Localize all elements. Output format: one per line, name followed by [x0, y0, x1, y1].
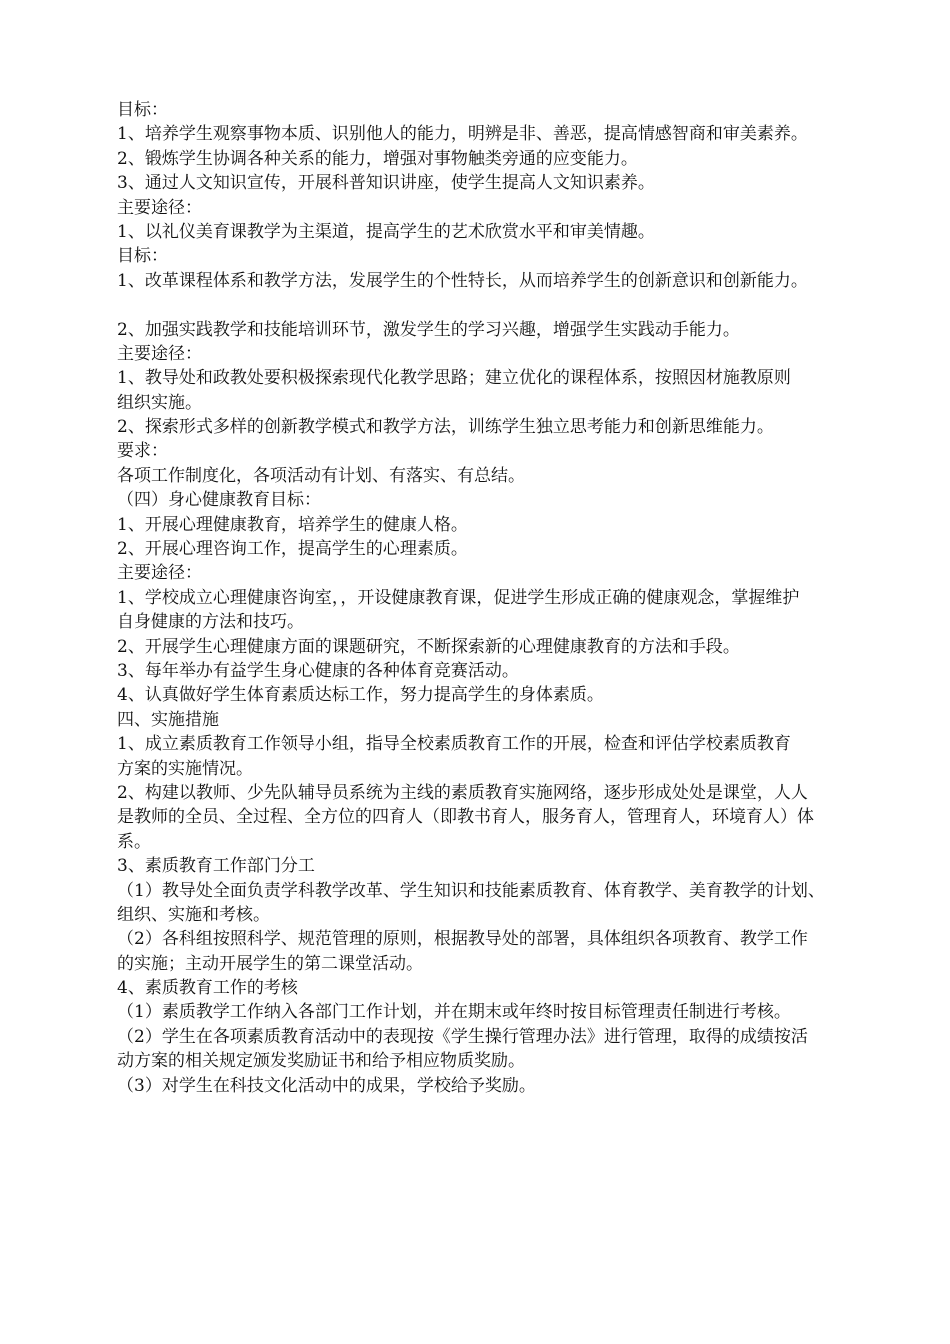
section-heading: 四、实施措施: [117, 709, 219, 730]
document-body: [117, 98, 877, 1098]
text-line: 组织实施。: [117, 392, 202, 413]
heading-main-approach: 主要途径：: [117, 343, 202, 364]
text-line: 1、开展心理健康教育，培养学生的健康人格。: [117, 514, 468, 535]
text-line: 1、成立素质教育工作领导小组，指导全校素质教育工作的开展，检查和评估学校素质教育: [117, 734, 791, 755]
heading-requirements: 要求：: [117, 441, 168, 462]
text-line: 动方案的相关规定颁发奖励证书和给予相应物质奖励。: [117, 1051, 525, 1072]
section-heading: （四）身心健康教育目标：: [117, 490, 321, 511]
heading-goal: 目标：: [117, 100, 168, 120]
heading-main-approach: 主要途径：: [117, 563, 202, 584]
text-line: 2、开展学生心理健康方面的课题研究，不断探索新的心理健康教育的方法和手段。: [117, 636, 740, 657]
text-line: （1）教导处全面负责学科教学改革、学生知识和技能素质教育、体育教学、美育教学的计划、: [117, 880, 825, 901]
text-line: 自身健康的方法和技巧。: [117, 612, 304, 633]
text-line: 方案的实施情况。: [117, 758, 253, 779]
text-line: 1、以礼仪美育课教学为主渠道，提高学生的艺术欣赏水平和审美情趣。: [117, 221, 655, 242]
text-line: 是教师的全员、全过程、全方位的四育人（即教书育人，服务育人，管理育人，环境育人）体: [117, 807, 814, 828]
text-line: （2）各科组按照科学、规范管理的原则，根据教导处的部署，具体组织各项教育、教学工作: [117, 929, 808, 950]
text-line: 2、加强实践教学和技能培训环节，激发学生的学习兴趣，增强学生实践动手能力。: [117, 319, 740, 340]
text-line: 2、探索形式多样的创新教学模式和教学方法，训练学生独立思考能力和创新思维能力。: [117, 417, 774, 438]
text-line: 2、锻炼学生协调各种关系的能力，增强对事物触类旁通的应变能力。: [117, 148, 638, 169]
text-line: 各项工作制度化，各项活动有计划、有落实、有总结。: [117, 465, 525, 486]
subsection-heading: 3、素质教育工作部门分工: [117, 856, 315, 877]
text-line: 2、构建以教师、少先队辅导员系统为主线的素质教育实施网络，逐步形成处处是课堂，人人: [117, 782, 808, 803]
text-line: 1、学校成立心理健康咨询室，，开设健康教育课，促进学生形成正确的健康观念，掌握维护: [117, 587, 800, 608]
text-line: 4、认真做好学生体育素质达标工作，努力提高学生的身体素质。: [117, 685, 604, 706]
text-line: 3、每年举办有益学生身心健康的各种体育竞赛活动。: [117, 660, 519, 681]
text-line: 3、通过人文知识宣传，开展科普知识讲座，使学生提高人文知识素养。: [117, 173, 655, 194]
text-line: 1、教导处和政教处要积极探索现代化教学思路；建立优化的课程体系，按照因材施教原则: [117, 368, 791, 389]
text-line: 1、改革课程体系和教学方法，发展学生的个性特长，从而培养学生的创新意识和创新能力。: [117, 270, 808, 291]
heading-main-approach: 主要途径：: [117, 197, 202, 218]
subsection-heading: 4、素质教育工作的考核: [117, 978, 298, 999]
text-line: 2、开展心理咨询工作，提高学生的心理素质。: [117, 539, 468, 560]
text-line: 系。: [117, 831, 151, 852]
text-line: （2）学生在各项素质教育活动中的表现按《学生操行管理办法》进行管理，取得的成绩按活: [117, 1026, 808, 1047]
text-line: （3）对学生在科技文化活动中的成果，学校给予奖励。: [117, 1075, 536, 1096]
text-line: （1）素质教学工作纳入各部门工作计划，并在期末或年终时按目标管理责任制进行考核。: [117, 1002, 791, 1023]
blank-line: [117, 293, 877, 317]
text-line: 的实施；主动开展学生的第二课堂活动。: [117, 953, 423, 974]
heading-goal: 目标：: [117, 246, 168, 267]
text-line: 1、培养学生观察事物本质、识别他人的能力，明辨是非、善恶，提高情感智商和审美素养。: [117, 124, 808, 145]
text-line: 组织、实施和考核。: [117, 904, 270, 925]
